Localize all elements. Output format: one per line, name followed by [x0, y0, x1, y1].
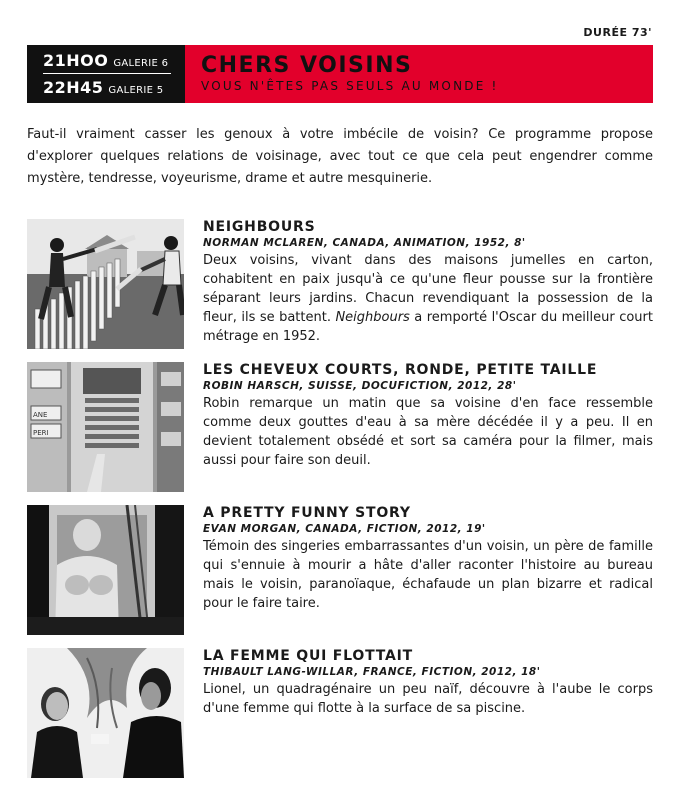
film-still-les-cheveux-courts	[27, 362, 184, 492]
schedule-gallery: GALERIE 6	[113, 58, 169, 69]
film-entry	[27, 505, 653, 635]
schedule-box	[27, 45, 185, 103]
film-description	[203, 251, 653, 346]
duration-label: DURÉE 73'	[583, 26, 652, 39]
image-text: PERI	[33, 429, 49, 437]
film-description: Robin remarque un matin que sa voisine d'en face ressemble comme deux gouttes d'eau à sa mère décédée il y a peu. Il en devient totalement obsédé et sort sa caméra pour la filmer, mais aussi pour faire son deuil.	[203, 396, 653, 468]
film-description-text: a remporté l'Oscar du meilleur court métrage en 1952.	[203, 310, 653, 344]
film-entry	[27, 648, 653, 778]
program-subtitle: VOUS N'ÊTES PAS SEULS AU MONDE !	[201, 79, 499, 93]
film-credits: EVAN MORGAN, CANADA, FICTION, 2012, 19'	[203, 523, 486, 535]
schedule-time: 21HOO	[43, 51, 109, 70]
film-credits: ROBIN HARSCH, SUISSE, DOCUFICTION, 2012, 28'	[203, 380, 517, 392]
film-still-la-femme-qui-flottait	[27, 648, 184, 778]
schedule-row	[43, 78, 185, 97]
film-description-italic: Neighbours	[335, 310, 410, 325]
schedule-gallery: GALERIE 5	[108, 85, 164, 96]
title-box	[185, 45, 653, 103]
film-still-neighbours	[27, 219, 184, 349]
intro-paragraph: Faut-il vraiment casser les genoux à votre imbécile de voisin? Ce programme propose d'explorer quelques relations de voisinage, avec tout ce que cela peut engendrer comme mystère, tendresse, voyeurisme, drame et autre mesquinerie.	[27, 127, 653, 186]
schedule-time: 22H45	[43, 78, 104, 97]
film-description-text: Deux voisins, vivant dans des maisons jumelles en carton, cohabitent en paix jusqu'à ce qu'une fleur pousse sur la frontière séparant leurs jardins. Chacun revendiquant la possession de la fleur, ils se battent.	[203, 253, 653, 325]
film-description: Lionel, un quadragénaire un peu naïf, découvre à l'aube le corps d'une femme qui flotte à la surface de sa piscine.	[203, 682, 653, 716]
image-text: ANE	[33, 411, 48, 419]
program-title: CHERS VOISINS	[201, 53, 413, 78]
film-info	[203, 219, 653, 349]
divider	[43, 73, 171, 74]
film-still-a-pretty-funny-story	[27, 505, 184, 635]
film-description: Témoin des singeries embarrassantes d'un voisin, un père de famille qui s'ennuie à mourir a hâte d'aller raconter l'histoire au bureau mais le voisin, paranoïaque, échafaude un plan bizarre et radical pour le faire taire.	[203, 539, 653, 611]
film-entry	[27, 362, 653, 492]
film-credits: NORMAN MCLAREN, CANADA, ANIMATION, 1952, 8'	[203, 237, 526, 249]
film-title: LES CHEVEUX COURTS, RONDE, PETITE TAILLE	[203, 362, 598, 378]
film-info	[203, 362, 653, 492]
film-info	[203, 648, 653, 778]
film-info	[203, 505, 653, 635]
schedule-row	[43, 51, 185, 70]
film-credits: THIBAULT LANG-WILLAR, FRANCE, FICTION, 2012, 18'	[203, 666, 541, 678]
film-title: LA FEMME QUI FLOTTAIT	[203, 648, 414, 664]
film-entry	[27, 219, 653, 349]
program-banner	[27, 45, 653, 103]
film-title: NEIGHBOURS	[203, 219, 316, 235]
film-title: A PRETTY FUNNY STORY	[203, 505, 411, 521]
